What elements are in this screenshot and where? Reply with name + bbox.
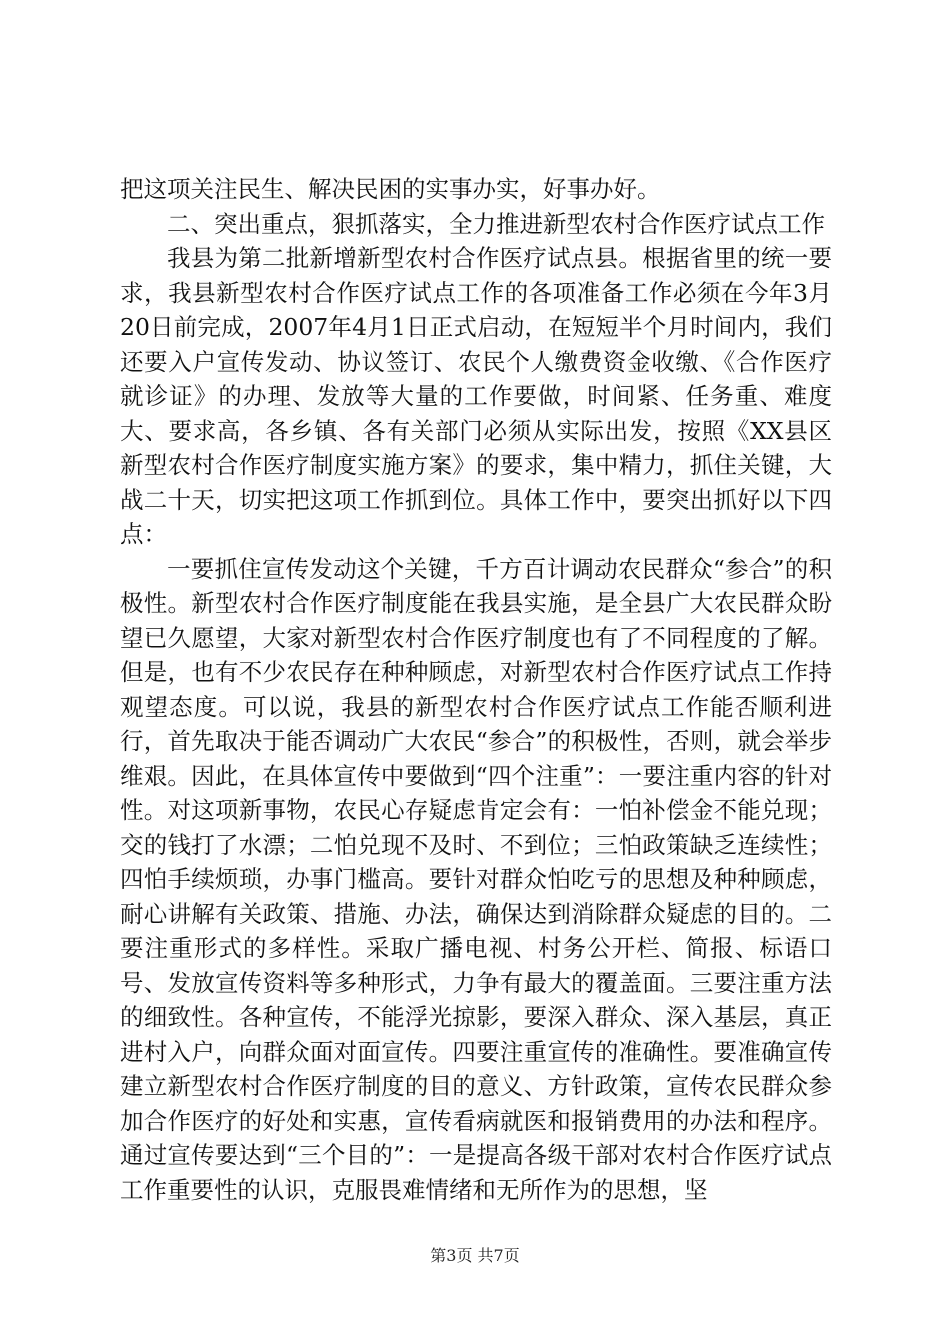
page-number-footer: 第3页 共7页 — [430, 1246, 520, 1265]
paragraph-continuation: 把这项关注民生、解决民困的实事办实，好事办好。 — [120, 175, 661, 203]
paragraph-pilot-county: 我县为第二批新增新型农村合作医疗试点县。根据省里的统一要求，我县新型农村合作医疗试点工作的各项准备工作必须在今年3月20日前完成，2007年4月1日正式启动，在短短半个月时间内，我们还要入户宣传发动、协议签订、农民个人缴费资金收缴、《合作医疗就诊证》的办理、发放等大量的工作要做，时间紧、任务重、难度大、要求高，各乡镇、各有关部门必须从实际出发，按照《XX县区新型农村合作医疗制度实施方案》的要求，集中精力，抓住关键，大战二十天，切实把这项工作抓到位。具体工作中，要突出抓好以下四点： — [120, 244, 832, 548]
document-body — [120, 172, 832, 1207]
paragraph-publicity: 一要抓住宣传发动这个关键，千方百计调动农民群众“参合”的积极性。新型农村合作医疗制度能在我县实施，是全县广大农民群众盼望已久愿望，大家对新型农村合作医疗制度也有了不同程度的了解。但是，也有不少农民存在种种顾虑，对新型农村合作医疗试点工作持观望态度。可以说，我县的新型农村合作医疗试点工作能否顺利进行，首先取决于能否调动广大农民“参合”的积极性，否则，就会举步维艰。因此，在具体宣传中要做到“四个注重”：一要注重内容的针对性。对这项新事物，农民心存疑虑肯定会有：一怕补偿金不能兑现；交的钱打了水漂；二怕兑现不及时、不到位；三怕政策缺乏连续性；四怕手续烦琐，办事门槛高。要针对群众怕吃亏的思想及种种顾虑，耐心讲解有关政策、措施、办法，确保达到消除群众疑虑的目的。二要注重形式的多样性。采取广播电视、村务公开栏、简报、标语口号、发放宣传资料等多种形式，力争有最大的覆盖面。三要注重方法的细致性。各种宣传，不能浮光掠影，要深入群众、深入基层，真正进村入户，向群众面对面宣传。四要注重宣传的准确性。要准确宣传建立新型农村合作医疗制度的目的意义、方针政策，宣传农民群众参加合作医疗的好处和实惠，宣传看病就医和报销费用的办法和程序。通过宣传要达到“三个目的”：一是提高各级干部对农村合作医疗试点工作重要性的认识，克服畏难情绪和无所作为的思想，坚 — [120, 554, 832, 1204]
section-heading: 二、突出重点，狠抓落实，全力推进新型农村合作医疗试点工作 — [167, 209, 825, 238]
